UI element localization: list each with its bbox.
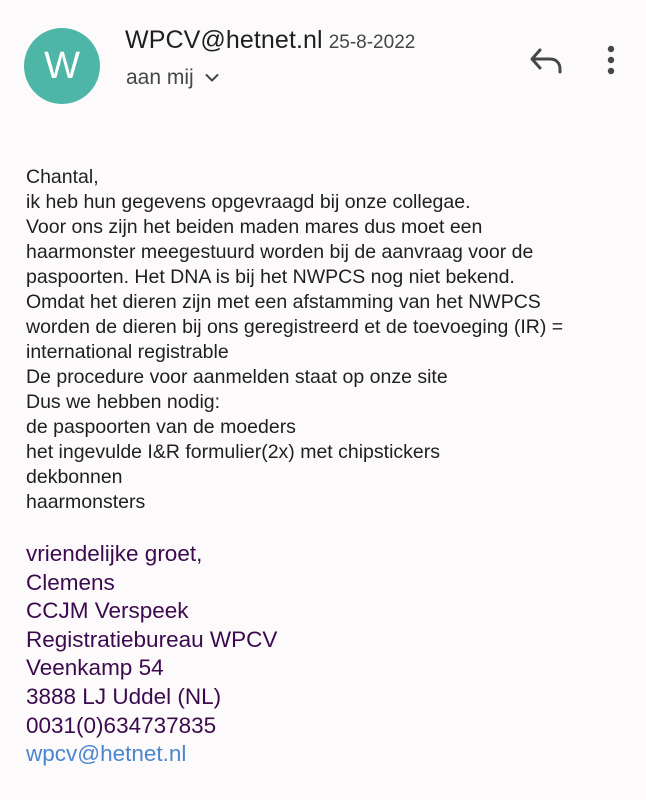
body-line: ik heb hun gegevens opgevraagd bij onze collegae. bbox=[26, 191, 471, 213]
chevron-down-icon bbox=[204, 70, 220, 86]
body-line: De procedure voor aanmelden staat op onze site bbox=[26, 366, 448, 388]
reply-icon[interactable] bbox=[524, 40, 568, 80]
email-body bbox=[26, 165, 626, 515]
signature-email-link[interactable]: wpcv@hetnet.nl bbox=[26, 741, 187, 767]
signature-line: Registratiebureau WPCV bbox=[26, 626, 278, 652]
recipient-label: aan mij bbox=[126, 66, 194, 89]
email-date: 25-8-2022 bbox=[328, 32, 416, 53]
email-signature bbox=[26, 540, 277, 769]
body-line: international registrable bbox=[26, 341, 229, 363]
body-line: Chantal, bbox=[26, 166, 99, 188]
body-line: haarmonsters bbox=[26, 491, 146, 513]
more-vert-icon[interactable] bbox=[596, 40, 626, 80]
body-line: dekbonnen bbox=[26, 466, 123, 488]
signature-line: CCJM Verspeek bbox=[26, 598, 189, 624]
body-line: het ingevulde I&R formulier(2x) met chipstickers bbox=[26, 441, 440, 463]
avatar[interactable]: W bbox=[24, 28, 100, 104]
body-line: de paspoorten van de moeders bbox=[26, 416, 296, 438]
email-header bbox=[0, 0, 646, 110]
signature-line: vriendelijke groet, bbox=[26, 541, 203, 566]
body-line: worden de dieren bij ons geregistreerd et de toevoeging (IR) = bbox=[26, 316, 564, 338]
signature-line: Veenkamp 54 bbox=[26, 655, 164, 681]
signature-line: 0031(0)634737835 bbox=[26, 712, 217, 738]
body-line: haarmonster meegestuurd worden bij de aanvraag voor de bbox=[26, 241, 534, 263]
sender-name[interactable]: WPCV@hetnet.nl bbox=[125, 26, 323, 54]
body-line: Omdat het dieren zijn met een afstamming van het NWPCS bbox=[26, 291, 541, 313]
signature-line: Clemens bbox=[26, 569, 115, 595]
recipient-toggle[interactable] bbox=[126, 66, 220, 90]
signature-line: 3888 LJ Uddel (NL) bbox=[26, 683, 222, 709]
body-line: Voor ons zijn het beiden maden mares dus moet een bbox=[26, 216, 483, 238]
body-line: Dus we hebben nodig: bbox=[26, 391, 221, 413]
sender-line bbox=[125, 26, 415, 55]
body-line: paspoorten. Het DNA is bij het NWPCS nog niet bekend. bbox=[26, 266, 515, 288]
